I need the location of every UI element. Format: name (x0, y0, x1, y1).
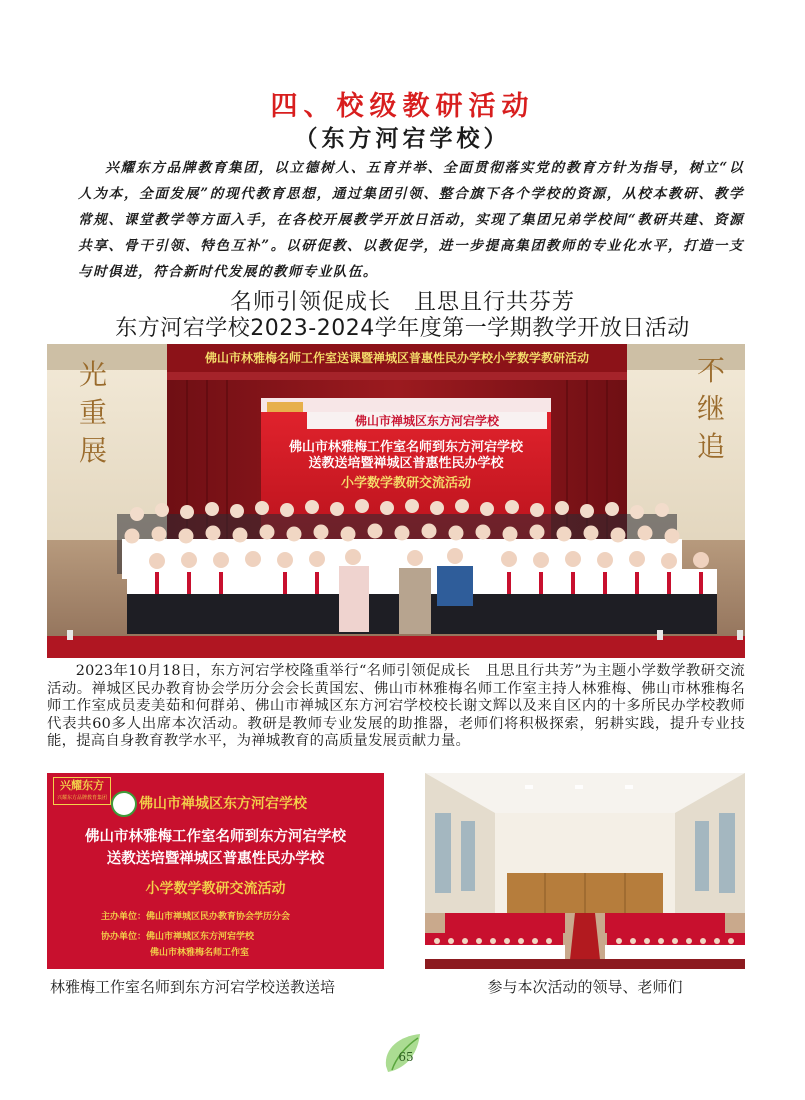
screen-line-3: 小学数学教研交流活动 (340, 476, 471, 491)
banner-co-organizer-2: 佛山市林雅梅名师工作室 (150, 948, 250, 958)
screen-logo-icon (267, 402, 303, 412)
group-photo (47, 344, 745, 658)
hall-photo-caption: 参与本次活动的领导、老师们 (487, 978, 683, 996)
group-logo (53, 777, 111, 805)
screen-line-1: 佛山市林雅梅工作室名师到东方河宕学校 (288, 440, 523, 455)
banner-line-1: 佛山市林雅梅工作室名师到东方河宕学校 (85, 829, 346, 845)
wall-calligraphy-left: 光重展 (79, 358, 108, 467)
photo-top-banner: 佛山市林雅梅名师工作室送课暨禅城区普惠性民办学校小学数学教研活动 (204, 351, 589, 365)
banner-host: 主办单位：佛山市禅城区民办教育协会学历分会 (101, 912, 291, 922)
banner-photo (47, 773, 384, 969)
page-number: 65 (398, 1050, 414, 1064)
article-headline: 名师引领促成长 且思且行共芬芳 (229, 290, 575, 315)
screen-school-name: 佛山市禅城区东方河宕学校 (307, 412, 547, 429)
article-description: 2023年10月18日，东方河宕学校隆重举行“名师引领促成长 且思且行共芳”为主题小学数学教研交流活动。禅城区民办教育协会学历分会会长黄国宏、佛山市林雅梅名师工作室主持人林雅梅、佛山市林雅梅名师工作室成员麦美茹和何群弟、佛山市禅城区东方河宕学校校长谢文辉以及来自区内的十多所民办学校教师代表共60多人出席本次活动。教研是教师专业发展的助推器，老师们将积极探索，躬耕实践，提升专业技能，提高自身教育教学水平，为禅城教育的高质量发展贡献力量。 (47, 663, 745, 749)
article-subheadline: 东方河宕学校2023-2024学年度第一学期教学开放日活动 (115, 316, 690, 341)
page-number-badge (378, 1030, 428, 1078)
section-title: 四、校级教研活动 (270, 91, 535, 122)
school-emblem-icon (111, 791, 137, 817)
screen-line-2: 送教送培暨禅城区普惠性民办学校 (308, 456, 504, 471)
group-logo-sub: 兴耀东方品牌教育集团 (56, 795, 107, 801)
wall-calligraphy-right: 不继追 (697, 354, 726, 463)
hall-photo (425, 773, 745, 969)
banner-co-organizer-1: 协办单位：佛山市禅城区东方河宕学校 (101, 932, 255, 942)
banner-school: 佛山市禅城区东方河宕学校 (139, 796, 307, 812)
intro-paragraph: 兴耀东方品牌教育集团，以立德树人、五育并举、全面贯彻落实党的教育方针为指导，树立“以人为本，全面发展”的现代教育思想，通过集团引领、整合旗下各个学校的资源，从校本教研、教学常规、课堂教学等方面入手，在各校开展教学开放日活动，实现了集团兄弟学校间“教研共建、资源共享、骨干引领、特色互补”。以研促教、以教促学，进一步提高集团教师的专业化水平，打造一支与时俱进，符合新时代发展的教师专业队伍。 (78, 160, 744, 280)
group-logo-text: 兴耀东方 (60, 779, 104, 792)
banner-line-2: 送教送培暨禅城区普惠性民办学校 (106, 851, 325, 867)
banner-line-3: 小学数学教研交流活动 (145, 881, 286, 897)
banner-photo-caption: 林雅梅工作室名师到东方河宕学校送教送培 (50, 978, 336, 996)
section-subtitle: （东方河宕学校） (294, 125, 511, 152)
